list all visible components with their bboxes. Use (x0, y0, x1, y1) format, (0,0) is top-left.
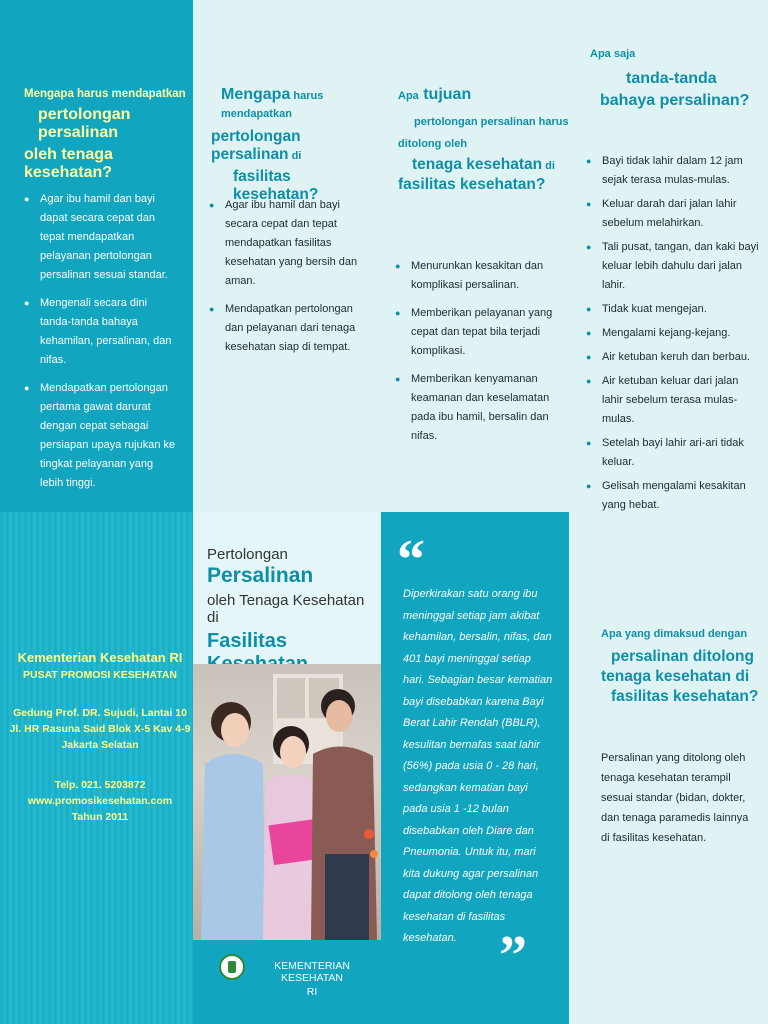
year: Tahun 2011 (71, 811, 129, 823)
panel-contact (0, 512, 193, 1024)
address-line3: Jakarta Selatan (61, 739, 139, 751)
list-item: ● Air ketuban keruh dan berbau. (586, 348, 762, 367)
list-item: ● Mengenali secara dini tanda-tanda bahaya kehamilan, persalinan, dan nifas. (24, 294, 176, 370)
cover-photo (193, 664, 381, 940)
list-item: ● Mendapatkan pertolongan pertama gawat darurat dengan cepat sebagai persiapan upaya rujukan ke tingkat pelayanan yang lebih tinggi. (24, 379, 176, 493)
list-item: ● Mengalami kejang-kejang. (586, 324, 762, 343)
panel4-heading-c: bahaya persalinan? (600, 92, 750, 109)
panel-cover (193, 512, 381, 1024)
ministry-name-line2: RI (306, 986, 318, 998)
list-item: ● Agar ibu hamil dan bayi secara cepat dan tepat mendapatkan fasilitas kesehatan yang bersih dan aman. (209, 196, 369, 291)
org-unit: PUSAT PROMOSI KESEHATAN (22, 669, 177, 681)
quote-text: Diperkirakan satu orang ibu meninggal setiap jam akibat kehamilan, bersalin, nifas, dan 401 bayi meninggal setiap hari. Sebagian besar kematian bayi disebabkan karena Bayi Berat Lahir Rendah (BBLR), kesulitan bernafas saat lahir (56%) pada usia 0 - 28 hari, sedangkan kematian bayi pada usia 1 -12 bulan disebabkan oleh Diare dan Pneumonia. Untuk itu, mari kita dukung agar persalinan dapat ditolong oleh tenaga kesehatan di fasilitas kesehatan. (403, 588, 553, 944)
list-item: ● Tali pusat, tangan, dan kaki bayi keluar lebih dahulu dari jalan lahir. (586, 238, 762, 295)
panel3-list (395, 257, 563, 455)
panel4-heading-a: Apa saja (590, 48, 636, 60)
panel1-list (24, 190, 176, 502)
list-item: ● Agar ibu hamil dan bayi dapat secara cepat dan tepat mendapatkan pelayanan pertolongan persalinan sesuai standar. (24, 190, 176, 285)
panel2-heading-d: di (288, 150, 302, 162)
panel-goals (381, 0, 574, 512)
logo-emblem-icon (228, 961, 236, 973)
panel3-heading-c: pertolongan persalinan harus (414, 116, 569, 128)
panel-definition (569, 512, 768, 1024)
panel3-heading-b: tujuan (418, 86, 472, 103)
panel8-heading-a: Apa yang dimaksud dengan (601, 628, 748, 640)
list-item: ● Tidak kuat mengejan. (586, 300, 762, 319)
panel3-heading (398, 86, 570, 194)
panel-why-health-worker (0, 0, 193, 512)
website: www.promosikesehatan.com (27, 795, 173, 807)
list-item: ● Menurunkan kesakitan dan komplikasi persalinan. (395, 257, 563, 295)
ministry-logo (219, 954, 245, 980)
panel1-heading-line2: pertolongan persalinan (38, 106, 131, 141)
list-item: ● Bayi tidak lahir dalam 12 jam sejak terasa mulas-mulas. (586, 152, 762, 190)
quote-close-icon: ” (499, 925, 527, 987)
panel3-heading-line4 (398, 156, 570, 174)
cover-title-line3: Fasilitas (207, 630, 288, 652)
panel1-heading-line3: oleh tenaga kesehatan? (24, 146, 113, 181)
list-item: ● Gelisah mengalami kesakitan yang hebat. (586, 477, 762, 515)
panel2-heading-line1 (211, 86, 379, 122)
panel8-heading-c: tenaga kesehatan di (601, 668, 750, 685)
photo-illustration (193, 664, 381, 940)
ministry-name (247, 960, 377, 998)
list-item: ● Memberikan kenyamanan keamanan dan keselamatan pada ibu hamil, bersalin dan nifas. (395, 370, 563, 446)
panel2-list (209, 196, 369, 366)
address-line1: Gedung Prof. DR. Sujudi, Lantai 10 (13, 707, 187, 719)
panel2-heading-b: harus mendapatkan (221, 90, 324, 120)
list-item: ● Air ketuban keluar dari jalan lahir sebelum terasa mulas-mulas. (586, 372, 762, 429)
panel-danger-signs (574, 0, 768, 512)
panel2-heading-line2 (211, 128, 379, 164)
cover-title (207, 546, 379, 676)
panel3-heading-f: di (542, 160, 555, 172)
panel8-heading-b: persalinan ditolong (611, 648, 754, 665)
list-item: ● Keluar darah dari jalan lahir sebelum melahirkan. (586, 195, 762, 233)
panel2-heading-e: fasilitas kesehatan? (233, 168, 319, 203)
definition-text: Persalinan yang ditolong oleh tenaga kesehatan terampil sesuai standar (bidan, dokter, dan tenaga paramedis lainnya di fasilitas kesehatan. (601, 752, 749, 844)
panel3-heading-e: tenaga kesehatan (412, 156, 543, 173)
org-name: Kementerian Kesehatan RI (17, 650, 183, 665)
panel3-heading-d: ditolong oleh (398, 138, 468, 150)
panel2-heading-c: pertolongan persalinan (211, 128, 301, 163)
panel2-heading-a: Mengapa (221, 86, 291, 103)
cover-title-a: Pertolongan (207, 546, 288, 563)
panel3-heading-a: Apa (398, 90, 419, 102)
panel-quote (381, 512, 569, 1024)
panel8-heading-d: fasilitas kesehatan? (611, 688, 759, 705)
panel4-list (586, 152, 762, 544)
panel4-heading-b: tanda-tanda (626, 70, 717, 87)
cover-title-line1 (207, 546, 379, 588)
list-item: ● Memberikan pelayanan yang cepat dan tepat bila terjadi komplikasi. (395, 304, 563, 361)
panel2-heading (211, 86, 379, 204)
cover-title-line2: oleh Tenaga Kesehatan di (207, 592, 365, 626)
panel3-heading-line1 (398, 86, 570, 104)
panel-why-health-facility (193, 0, 381, 512)
panel1-heading (24, 88, 189, 182)
panel4-heading (590, 48, 766, 110)
cover-title-b: Persalinan (207, 564, 314, 587)
list-item: ● Mendapatkan pertolongan dan pelayanan dari tenaga kesehatan siap di tempat. (209, 300, 369, 357)
ministry-name-line1: KEMENTERIAN KESEHATAN (274, 960, 350, 984)
address-line2: Jl. HR Rasuna Said Blok X-5 Kav 4-9 (9, 723, 191, 735)
phone: Telp. 021. 5203872 (54, 779, 146, 791)
panel3-heading-g: fasilitas kesehatan? (398, 176, 546, 193)
panel1-heading-line1: Mengapa harus mendapatkan (24, 88, 186, 100)
contact-block (6, 650, 194, 823)
panel8-heading (601, 628, 765, 706)
list-item: ● Setelah bayi lahir ari-ari tidak keluar. (586, 434, 762, 472)
quote-open-icon: “ (397, 529, 425, 591)
